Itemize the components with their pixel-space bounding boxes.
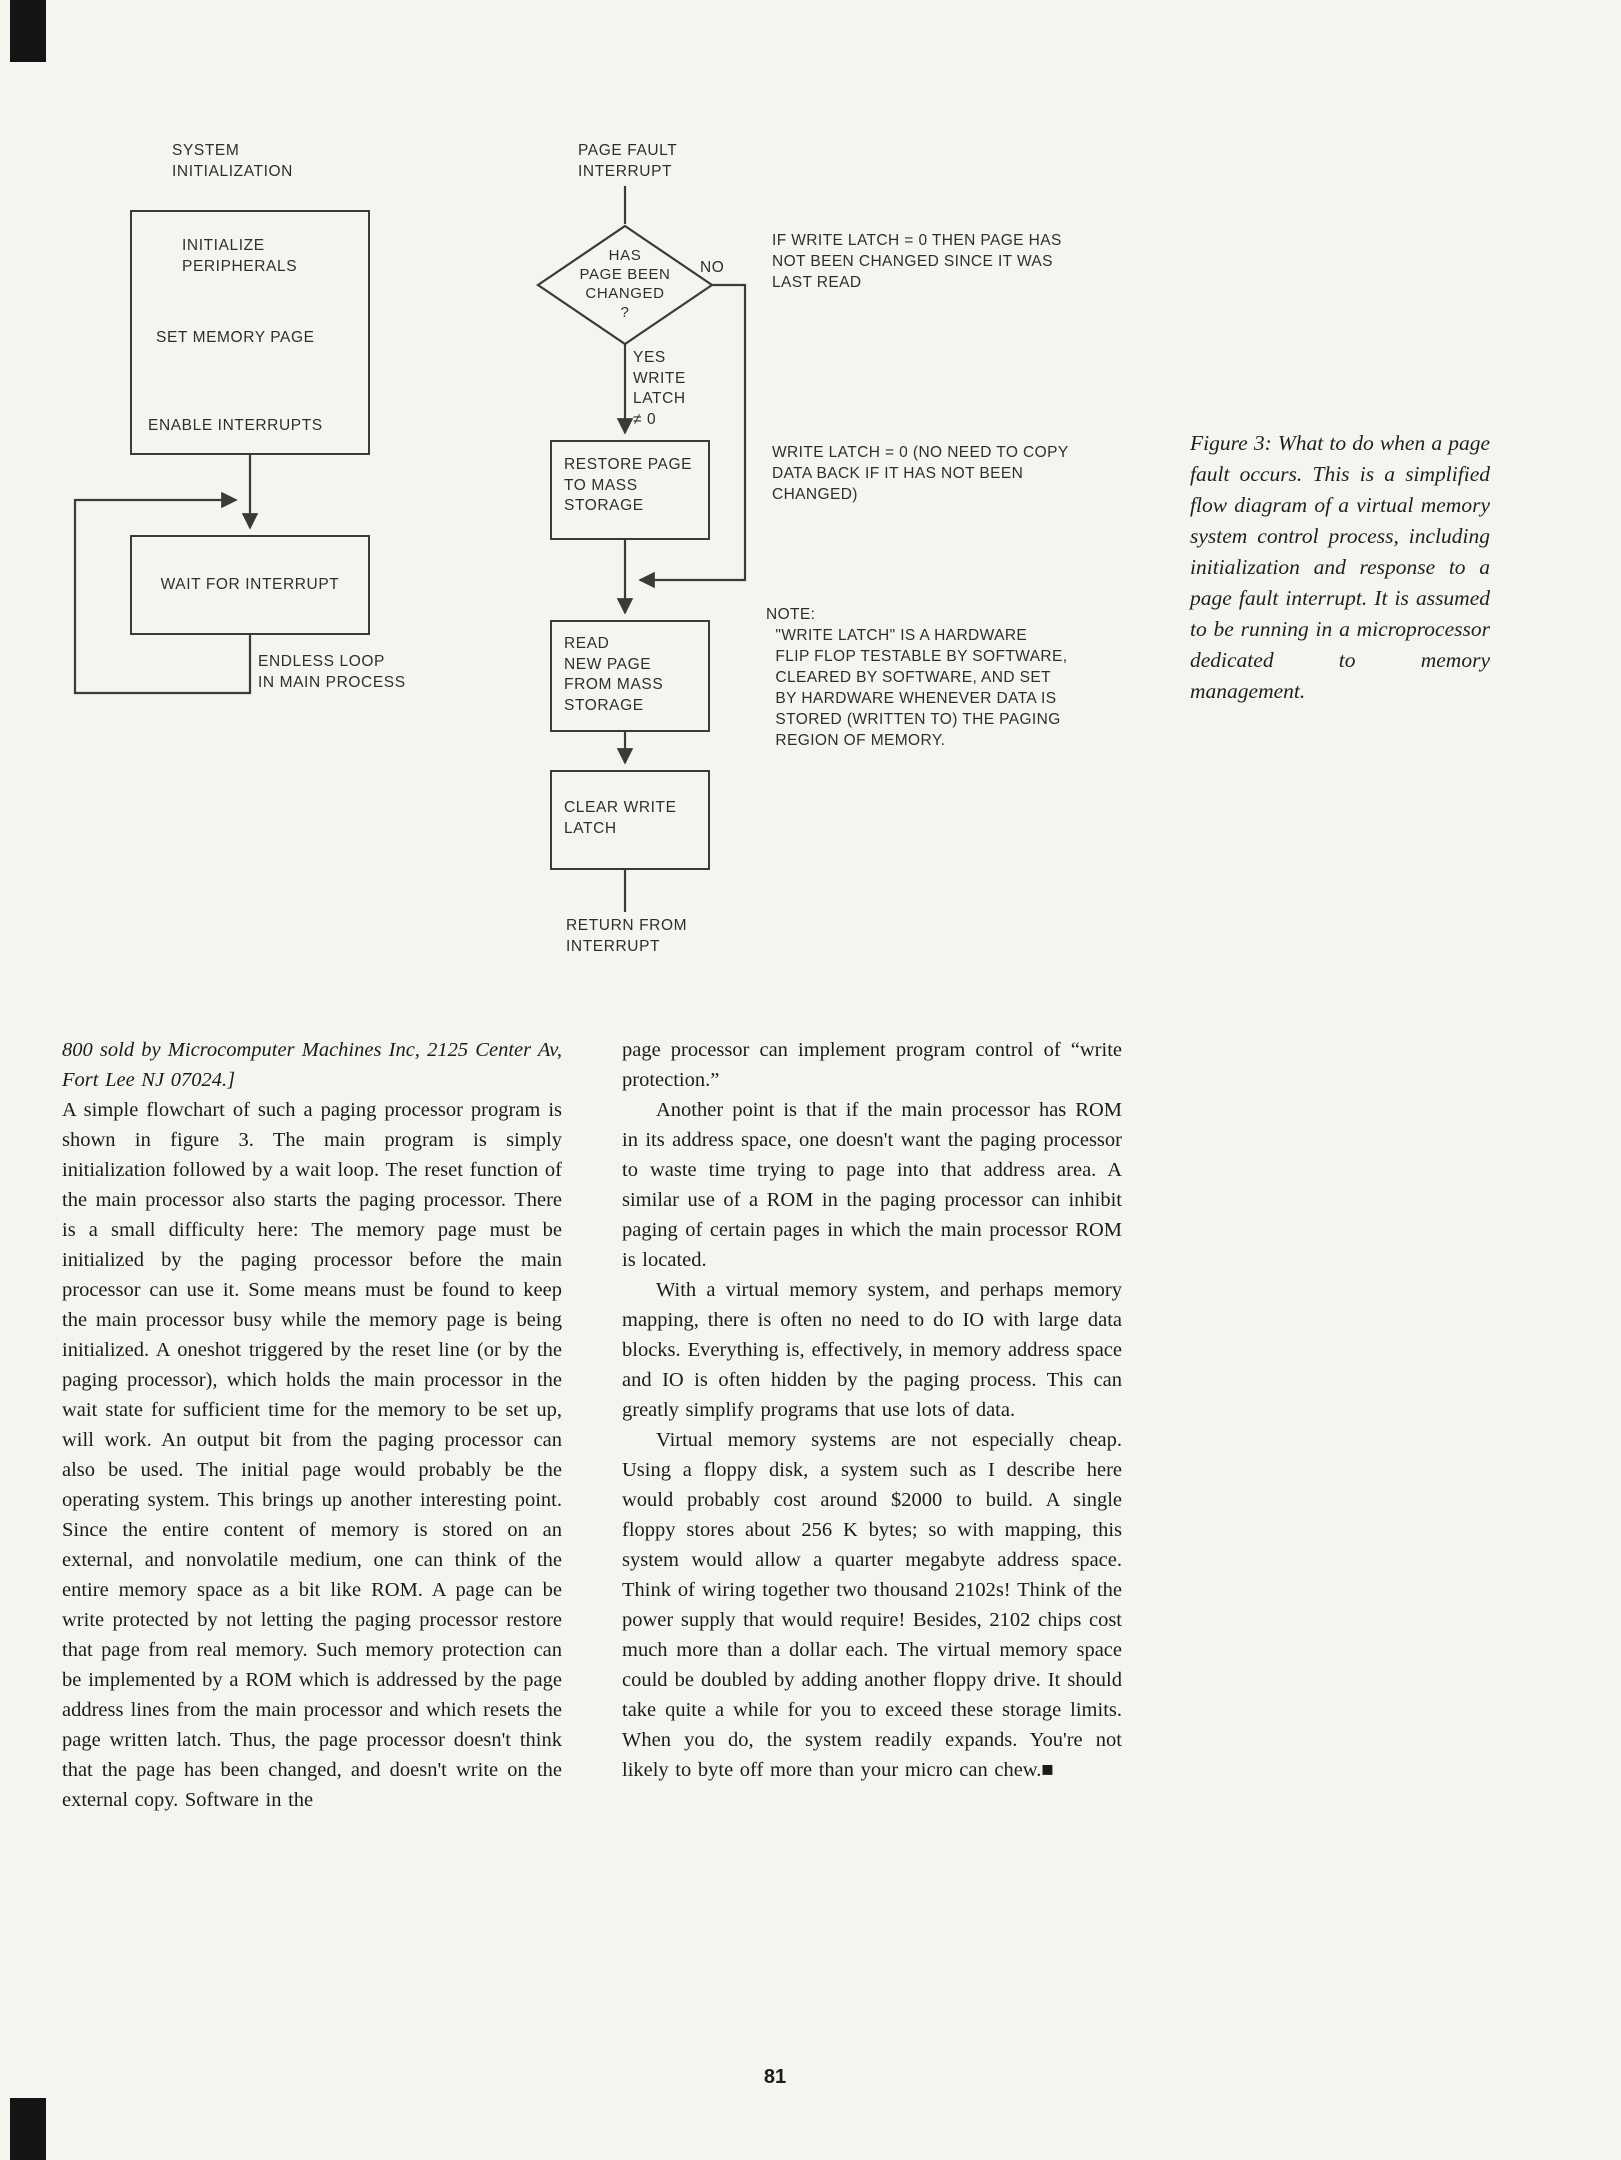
label-system-initialization: SYSTEM INITIALIZATION [172, 142, 293, 180]
label-return-from-interrupt: RETURN FROM INTERRUPT [566, 917, 688, 955]
annotation-no-branch: IF WRITE LATCH = 0 THEN PAGE HAS NOT BEEN CHANGED SINCE IT WAS LAST READ [772, 232, 1062, 291]
box-wait-for-interrupt-label: WAIT FOR INTERRUPT [160, 575, 340, 593]
box-read-new-page-label: READ NEW PAGE FROM MASS STORAGE [564, 635, 664, 714]
box-clear-write-latch-label: CLEAR WRITE LATCH [564, 799, 677, 837]
print-mark-bottom [10, 2098, 46, 2160]
right-column-paragraph-4: Virtual memory systems are not especially cheap. Using a floppy disk, a system such as I describe here would probably cost around $2000 to build. A single floppy stores about 256 K bytes; so with mapping, this system would allow a quarter megabyte address space. Think of wiring together two thousand 2102s! Think of the power supply that would require! Besides, 2102 chips cost much more than a dollar each. The virtual memory space could be doubled by adding another floppy drive. It should take quite a while for you to exceed these storage limits. When you do, the system readily expands. You're not likely to byte off more than your micro can chew.■ [622, 1429, 1122, 1781]
figure-caption: Figure 3: What to do when a page fault occurs. This is a simplified flow diagram of a virtual memory system control process, including initialization and response to a page fault interrupt. It is assumed to be running in a microprocessor dedicated to memory management. [1190, 431, 1490, 703]
box-initialize-peripherals: INITIALIZE PERIPHERALS [182, 237, 298, 275]
box-set-memory-page: SET MEMORY PAGE [156, 329, 315, 346]
annotation-note: NOTE: "WRITE LATCH" IS A HARDWARE FLIP FLOP TESTABLE BY SOFTWARE, CLEARED BY SOFTWARE, AND SET BY HARDWARE WHENEVER DATA IS STORED (WRITTEN TO) THE PAGING REGION OF MEMORY. [766, 606, 1068, 749]
box-restore-page [550, 440, 710, 540]
box-enable-interrupts: ENABLE INTERRUPTS [148, 417, 323, 434]
label-endless-loop: ENDLESS LOOP IN MAIN PROCESS [258, 653, 406, 691]
box-restore-page-label: RESTORE PAGE TO MASS STORAGE [564, 456, 693, 514]
box-clear-write-latch [550, 770, 710, 870]
box-initialization [130, 210, 370, 455]
label-page-fault-interrupt: PAGE FAULT INTERRUPT [578, 142, 678, 180]
annotation-write-latch-zero: WRITE LATCH = 0 (NO NEED TO COPY DATA BACK IF IT HAS NOT BEEN CHANGED) [772, 444, 1069, 503]
body-right-column [622, 1035, 1122, 1785]
decision-has-page-been-changed: HAS PAGE BEEN CHANGED ? [579, 247, 671, 321]
label-yes-write-latch: YES WRITE LATCH ≠ 0 [633, 349, 686, 428]
body-left-column [62, 1035, 562, 1815]
left-column-italic-lead: 800 sold by Microcomputer Machines Inc, 2125 Center Av, Fort Lee NJ 07024.] [62, 1039, 562, 1091]
box-wait-for-interrupt [130, 535, 370, 635]
label-no: NO [700, 259, 725, 276]
left-column-paragraph: A simple flowchart of such a paging processor program is shown in figure 3. The main program is simply initialization followed by a wait loop. The reset function of the main processor also starts the paging processor. There is a small difficulty here: The memory page must be initialized by the paging processor before the main processor can use it. Some means must be found to keep the main processor busy while the memory page is being initialized. A oneshot triggered by the reset line (or by the paging processor), which holds the main processor in the wait state for sufficient time for the memory to be set up, will work. An output bit from the paging processor can also be used. The initial page would probably be the operating system. This brings up another interesting point. Since the entire content of memory is stored on an external, and nonvolatile medium, one can think of the entire memory space as a bit like ROM. A page can be write protected by not letting the paging processor restore that page from real memory. Such memory protection can be implemented by a ROM which is addressed by the page address lines from the main processor and which resets the page written latch. Thus, the page processor doesn't think that the page has been changed, and doesn't write on the external copy. Software in the [62, 1099, 562, 1811]
right-column-paragraph-3: With a virtual memory system, and perhaps memory mapping, there is often no need to do IO with large data blocks. Everything is, effectively, in memory address space and IO is often hidden by the paging process. This can greatly simplify programs that use lots of data. [622, 1279, 1122, 1421]
box-read-new-page [550, 620, 710, 732]
right-column-paragraph-1: page processor can implement program control of “write protection.” [622, 1039, 1122, 1091]
right-column-paragraph-2: Another point is that if the main processor has ROM in its address space, one doesn't want the paging processor to waste time trying to page into that address area. A similar use of a ROM in the paging processor can inhibit paging of certain pages in which the main processor ROM is located. [622, 1099, 1122, 1271]
page-number: 81 [763, 2066, 787, 2088]
